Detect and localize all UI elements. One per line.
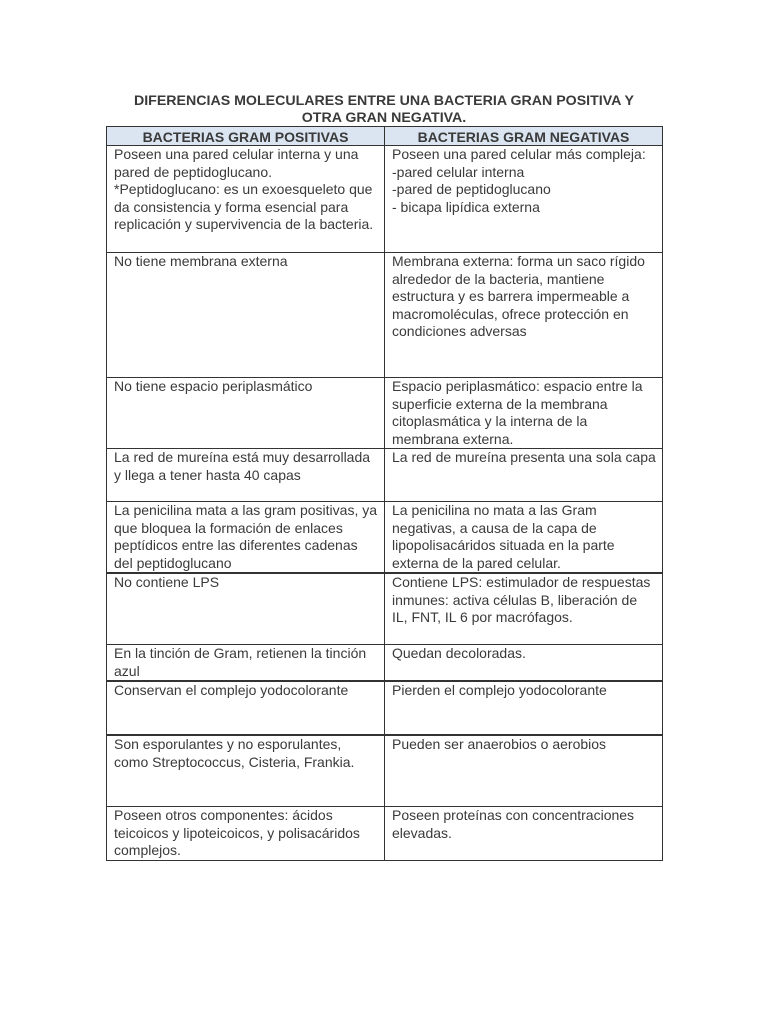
cell-negative: La penicilina no mata a las Gram negativas, a causa de la capa de lipopolisacáridos situada en la parte externa de la pared celular. bbox=[385, 502, 663, 574]
cell-negative: Pierden el complejo yodocolorante bbox=[385, 681, 663, 735]
cell-negative: Espacio periplasmático: espacio entre la superficie externa de la membrana citoplasmática y la interna de la membrana externa. bbox=[385, 378, 663, 449]
comparison-table bbox=[106, 126, 663, 861]
cell-positive: No tiene espacio periplasmático bbox=[107, 378, 385, 449]
table-row bbox=[107, 378, 663, 449]
table-row bbox=[107, 502, 663, 574]
table-row bbox=[107, 146, 663, 253]
cell-positive: Poseen una pared celular interna y una pared de peptidoglucano. *Peptidoglucano: es un exoesqueleto que da consistencia y forma esencial para replicación y supervivencia de la bacteria. bbox=[107, 146, 385, 253]
cell-positive: Conservan el complejo yodocolorante bbox=[107, 681, 385, 735]
cell-negative: Contiene LPS: estimulador de respuestas inmunes: activa células B, liberación de IL, FNT, IL 6 por macrófagos. bbox=[385, 573, 663, 645]
cell-positive: No contiene LPS bbox=[107, 573, 385, 645]
page-title: DIFERENCIAS MOLECULARES ENTRE UNA BACTERIA GRAN POSITIVA Y OTRA GRAN NEGATIVA. bbox=[133, 93, 634, 126]
cell-positive: Son esporulantes y no esporulantes, como Streptococcus, Cisteria, Frankia. bbox=[107, 735, 385, 807]
table-row bbox=[107, 449, 663, 502]
cell-positive: En la tinción de Gram, retienen la tinción azul bbox=[107, 645, 385, 682]
cell-negative: Quedan decoloradas. bbox=[385, 645, 663, 682]
header-gram-positive: BACTERIAS GRAM POSITIVAS bbox=[107, 127, 385, 146]
cell-negative: Poseen una pared celular más compleja: -pared celular interna -pared de peptidoglucano - bicapa lipídica externa bbox=[385, 146, 663, 253]
cell-negative: Poseen proteínas con concentraciones elevadas. bbox=[385, 807, 663, 861]
cell-negative: Pueden ser anaerobios o aerobios bbox=[385, 735, 663, 807]
table-row bbox=[107, 573, 663, 645]
cell-negative: La red de mureína presenta una sola capa bbox=[385, 449, 663, 502]
cell-positive: La red de mureína está muy desarrollada y llega a tener hasta 40 capas bbox=[107, 449, 385, 502]
cell-negative: Membrana externa: forma un saco rígido alrededor de la bacteria, mantiene estructura y es barrera impermeable a macromoléculas, ofrece protección en condiciones adversas bbox=[385, 253, 663, 378]
cell-positive: Poseen otros componentes: ácidos teicoicos y lipoteicoicos, y polisacáridos complejos. bbox=[107, 807, 385, 861]
table-row bbox=[107, 681, 663, 735]
table-header-row bbox=[107, 127, 663, 146]
header-gram-negative: BACTERIAS GRAM NEGATIVAS bbox=[385, 127, 663, 146]
cell-positive: La penicilina mata a las gram positivas, ya que bloquea la formación de enlaces peptídicos entre las diferentes cadenas del peptidoglucano bbox=[107, 502, 385, 574]
table-row bbox=[107, 253, 663, 378]
cell-positive: No tiene membrana externa bbox=[107, 253, 385, 378]
table-row bbox=[107, 807, 663, 861]
table-row bbox=[107, 645, 663, 682]
table-row bbox=[107, 735, 663, 807]
